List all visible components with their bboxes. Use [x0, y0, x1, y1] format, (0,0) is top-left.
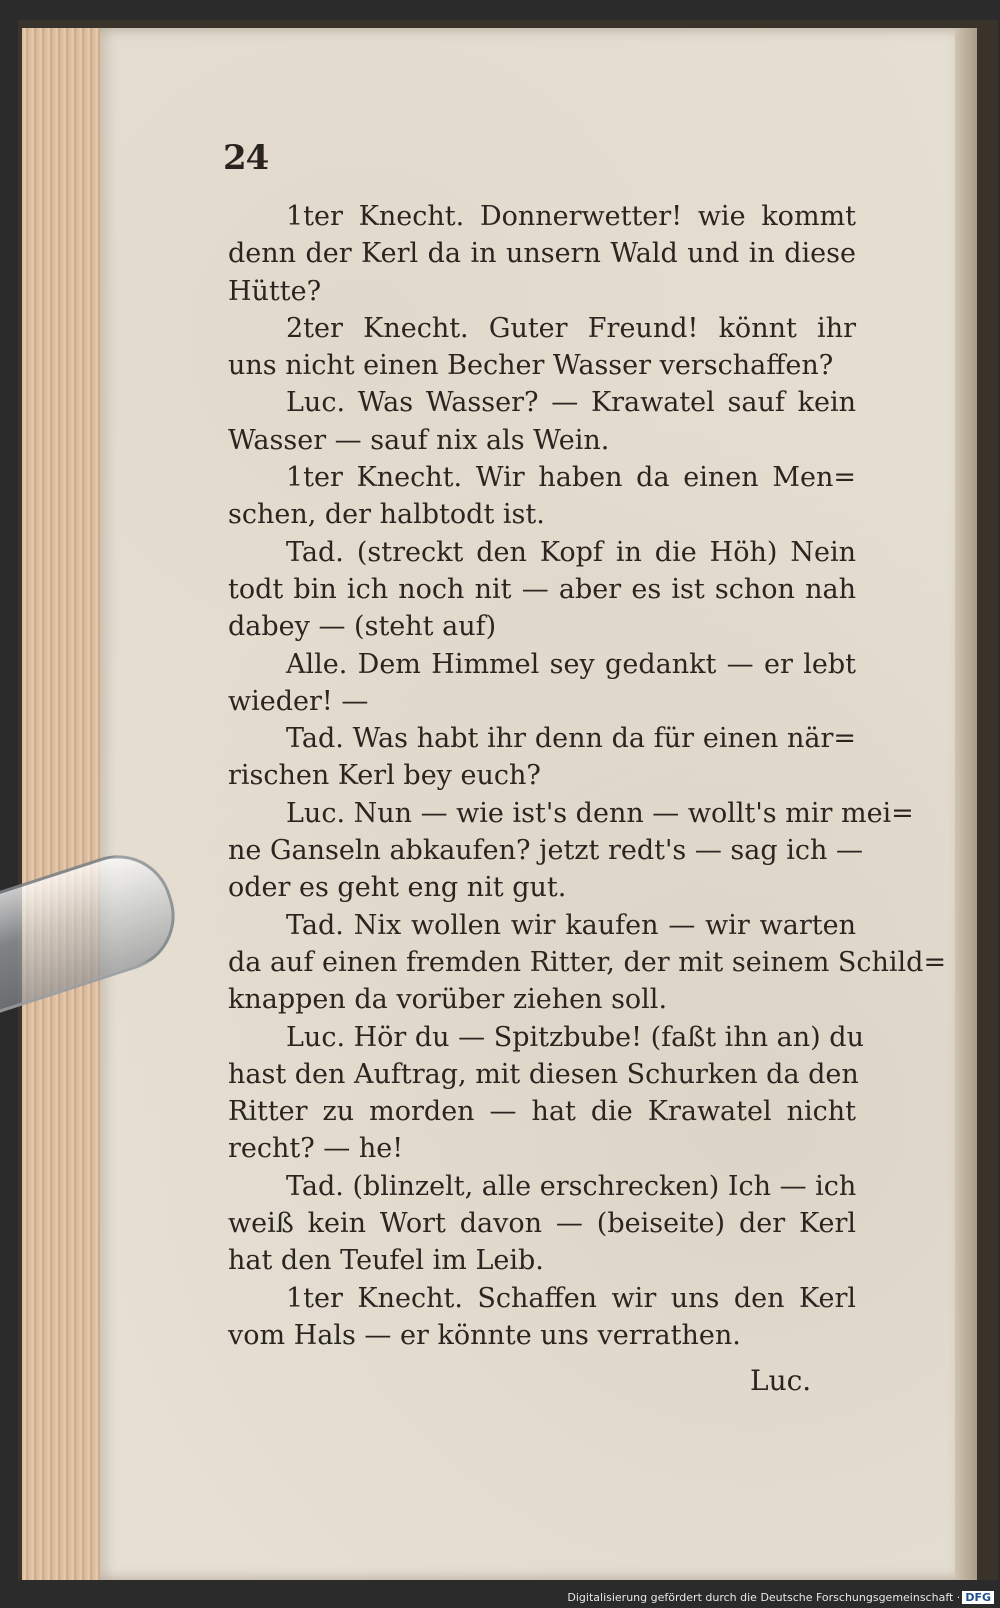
text-line: vom Hals — er könnte uns verrathen. — [228, 1319, 741, 1351]
text-line: ne Ganseln abkaufen? jetzt redt's — sag ich — — [228, 835, 863, 867]
text-line: denn der Kerl da in unsern Wald und in diese — [228, 238, 856, 270]
text-line: Hütte? — [228, 275, 322, 307]
text-line: Tad. Nix wollen wir kaufen — wir warten — [286, 909, 856, 941]
text-line: oder es geht eng nit gut. — [228, 872, 567, 904]
text-line: Alle. Dem Himmel sey gedankt — er lebt — [286, 648, 856, 680]
text-line: Luc. Nun — wie ist's denn — wollt's mir mei= — [286, 797, 914, 829]
text-line: dabey — (steht auf) — [228, 611, 497, 643]
text-line: da auf einen fremden Ritter, der mit seinem Schild= — [228, 946, 947, 978]
text-line: hast den Auftrag, mit diesen Schurken da den — [228, 1058, 859, 1090]
text-line: rischen Kerl bey euch? — [228, 760, 541, 792]
text-line: knappen da vorüber ziehen soll. — [228, 984, 668, 1016]
page-right-edge — [955, 28, 977, 1580]
page-edges — [22, 28, 104, 1580]
text-line: weiß kein Wort davon — (beiseite) der Kerl — [228, 1208, 856, 1240]
text-line: wieder! — — [228, 685, 369, 717]
dfg-logo: DFG — [962, 1591, 994, 1604]
page-text — [228, 198, 947, 1354]
text-line: hat den Teufel im Leib. — [228, 1245, 544, 1277]
catchword: Luc. — [750, 1364, 812, 1397]
text-line: Luc. Was Wasser? — Krawatel sauf kein — [286, 387, 856, 419]
credit-text: Digitalisierung gefördert durch die Deutsche Forschungsgemeinschaft · — [567, 1591, 961, 1604]
text-line: recht? — he! — [228, 1133, 404, 1165]
text-line: uns nicht einen Becher Wasser verschaffen? — [228, 350, 834, 382]
text-line: Wasser — sauf nix als Wein. — [228, 424, 610, 456]
text-line: 2ter Knecht. Guter Freund! könnt ihr — [286, 312, 856, 344]
digitization-credit — [567, 1591, 994, 1604]
text-line: 1ter Knecht. Wir haben da einen Men= — [286, 462, 856, 494]
text-line: todt bin ich noch nit — aber es ist schon nah — [228, 573, 856, 605]
text-line: 1ter Knecht. Donnerwetter! wie kommt — [286, 201, 856, 232]
text-line: Luc. Hör du — Spitzbube! (faßt ihn an) du — [286, 1021, 864, 1053]
text-line: Tad. Was habt ihr denn da für einen när= — [286, 723, 856, 755]
text-line: Ritter zu morden — hat die Krawatel nicht — [228, 1096, 856, 1128]
text-line: Tad. (blinzelt, alle erschrecken) Ich — ich — [286, 1170, 857, 1202]
page-number: 24 — [223, 138, 269, 178]
text-line: schen, der halbtodt ist. — [228, 499, 545, 531]
text-line: 1ter Knecht. Schaffen wir uns den Kerl — [286, 1282, 856, 1314]
text-line: Tad. (streckt den Kopf in die Höh) Nein — [286, 536, 856, 568]
